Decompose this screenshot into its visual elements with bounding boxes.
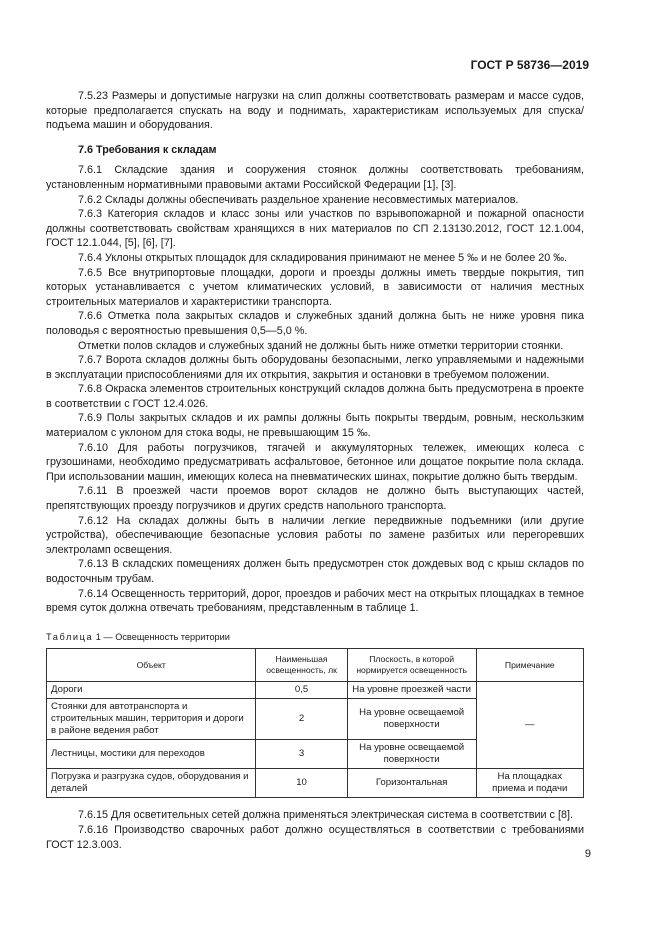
cell-lux: 2 <box>256 699 347 740</box>
page-number: 9 <box>584 848 591 860</box>
section-title-7-6: 7.6 Требования к складам <box>78 143 217 156</box>
paragraph-7-6-1: 7.6.1 Складские здания и сооружения стоянок должны соответствовать требованиям, установленным нормативными правовыми актами Российской Федерации [1], [3]. <box>46 164 584 191</box>
paragraph-7-6-9: 7.6.9 Полы закрытых складов и их рампы должны быть покрыты твердым, ровным, нескользким материалом с уклоном для стока воды, не превышающим 15 ‰. <box>46 412 584 440</box>
paragraph-7-6-5: 7.6.5 Все внутрипортовые площадки, дороги и проезды должны иметь твердые покрытия, тип которых устанавливается с учетом климатических условий, в зависимости от наличия местных строительных материалов и характеристики транспорта. <box>46 266 584 308</box>
document-code-header: ГОСТ Р 58736—2019 <box>470 58 589 72</box>
paragraph-7-6-10: 7.6.10 Для работы погрузчиков, тягачей и аккумуляторных тележек, имеющих колеса с грузошинами, необходимо предусматривать асфальтовое, бетонное или дощатое покрытие пола склада. При использовании машин, имеющих колеса на пневматических шинах, покрытие должно быть твердым. <box>46 441 584 483</box>
paragraph-7-6-6-cont: Отметки полов складов и служебных зданий не должны быть ниже отметки территории стоянки. <box>78 339 564 352</box>
header-lux: Наименьшая освещенность, лк <box>256 649 347 682</box>
cell-object: Дороги <box>47 682 256 699</box>
table-caption-title: 1 — Освещенность территории <box>93 631 230 642</box>
table-caption-label: Таблица <box>46 631 94 642</box>
paragraph-7-6-12: 7.6.12 На складах должны быть в наличии легкие передвижные подъемники (или другие устройства), обеспечивающие безопасные условия работы по замене разбитых или перегоревших электроламп освещения. <box>46 514 584 556</box>
cell-note-merged: — <box>476 682 583 769</box>
paragraph-7-6-8: 7.6.8 Окраска элементов строительных конструкций складов должна быть предусмотрена в проекте в соответствии с ГОСТ 12.4.026. <box>46 383 584 410</box>
cell-plane: На уровне проезжей части <box>347 682 476 699</box>
paragraph-7-6-13: 7.6.13 В складских помещениях должен быть предусмотрен сток дождевых вод с крыш складов по водосточным трубам. <box>46 558 584 585</box>
cell-object: Стоянки для автотранспорта и строительных машин, территория и дороги в районе ведения работ <box>47 699 256 740</box>
header-object: Объект <box>47 649 256 682</box>
document-body <box>46 89 584 852</box>
paragraph-7-6-16: 7.6.16 Производство сварочных работ должно осуществляться в соответствии с требованиями ГОСТ 12.3.003. <box>46 823 584 851</box>
table-caption <box>46 630 584 645</box>
cell-lux: 3 <box>256 740 347 769</box>
header-note: Примечание <box>476 649 583 682</box>
header-plane: Плоскость, в которой нормируется освещенность <box>347 649 476 682</box>
cell-lux: 0,5 <box>256 682 347 699</box>
paragraph-7-6-15: 7.6.15 Для осветительных сетей должна применяться электрическая система в соответствии с [8]. <box>78 809 573 822</box>
paragraph-7-6-4: 7.6.4 Уклоны открытых площадок для складирования принимают не менее 5 ‰ и не более 20 ‰. <box>78 251 568 264</box>
paragraph-7-6-6: 7.6.6 Отметка пола закрытых складов и служебных зданий должна быть не ниже уровня пика половодья с вероятностью превышения 0,5—5,0 %. <box>46 310 584 337</box>
table-header-row <box>47 649 584 682</box>
paragraph-7-6-2: 7.6.2 Склады должны обеспечивать раздельное хранение несовместимых материалов. <box>78 193 519 206</box>
cell-lux: 10 <box>256 769 347 798</box>
paragraph-7-6-14: 7.6.14 Освещенность территорий, дорог, проездов и рабочих мест на открытых площадках в темное время суток должна отвечать требованиям, представленным в таблице 1. <box>46 587 584 615</box>
cell-plane: На уровне освещаемой поверхности <box>347 699 476 740</box>
paragraph-7-6-7: 7.6.7 Ворота складов должны быть оборудованы безопасными, легко управляемыми и надежными в эксплуатации приспособлениями для их открытия, закрытия и остановки в требуемом положении. <box>46 354 584 381</box>
cell-object: Лестницы, мостики для переходов <box>47 740 256 769</box>
cell-object: Погрузка и разгрузка судов, оборудования и деталей <box>47 769 256 798</box>
cell-note: На площадках приема и подачи <box>476 769 583 798</box>
cell-plane: На уровне освещаемой поверхности <box>347 740 476 769</box>
table-row <box>47 769 584 798</box>
paragraph-7-6-11: 7.6.11 В проезжей части проемов ворот складов не должно быть выступающих частей, препятствующих проезду погрузчиков и других средств напольного транспорта. <box>46 485 584 513</box>
illumination-table <box>46 648 584 798</box>
paragraph-7-6-3: 7.6.3 Категория складов и класс зоны или участков по взрывопожарной и пожарной опасности должны соответствовать свойствам хранящихся в них материалов по СП 2.13130.2012, ГОСТ 12.1.004, ГОСТ 12.1.044, [5], [6], [7]. <box>46 208 584 250</box>
cell-plane: Горизонтальная <box>347 769 476 798</box>
table-row <box>47 682 584 699</box>
paragraph-7-5-23: 7.5.23 Размеры и допустимые нагрузки на слип должны соответствовать размерам и массе судов, которые предполагается спускать на воду и поднимать, характеристикам используемых для спуска/подъема машин и оборудования. <box>46 90 584 132</box>
